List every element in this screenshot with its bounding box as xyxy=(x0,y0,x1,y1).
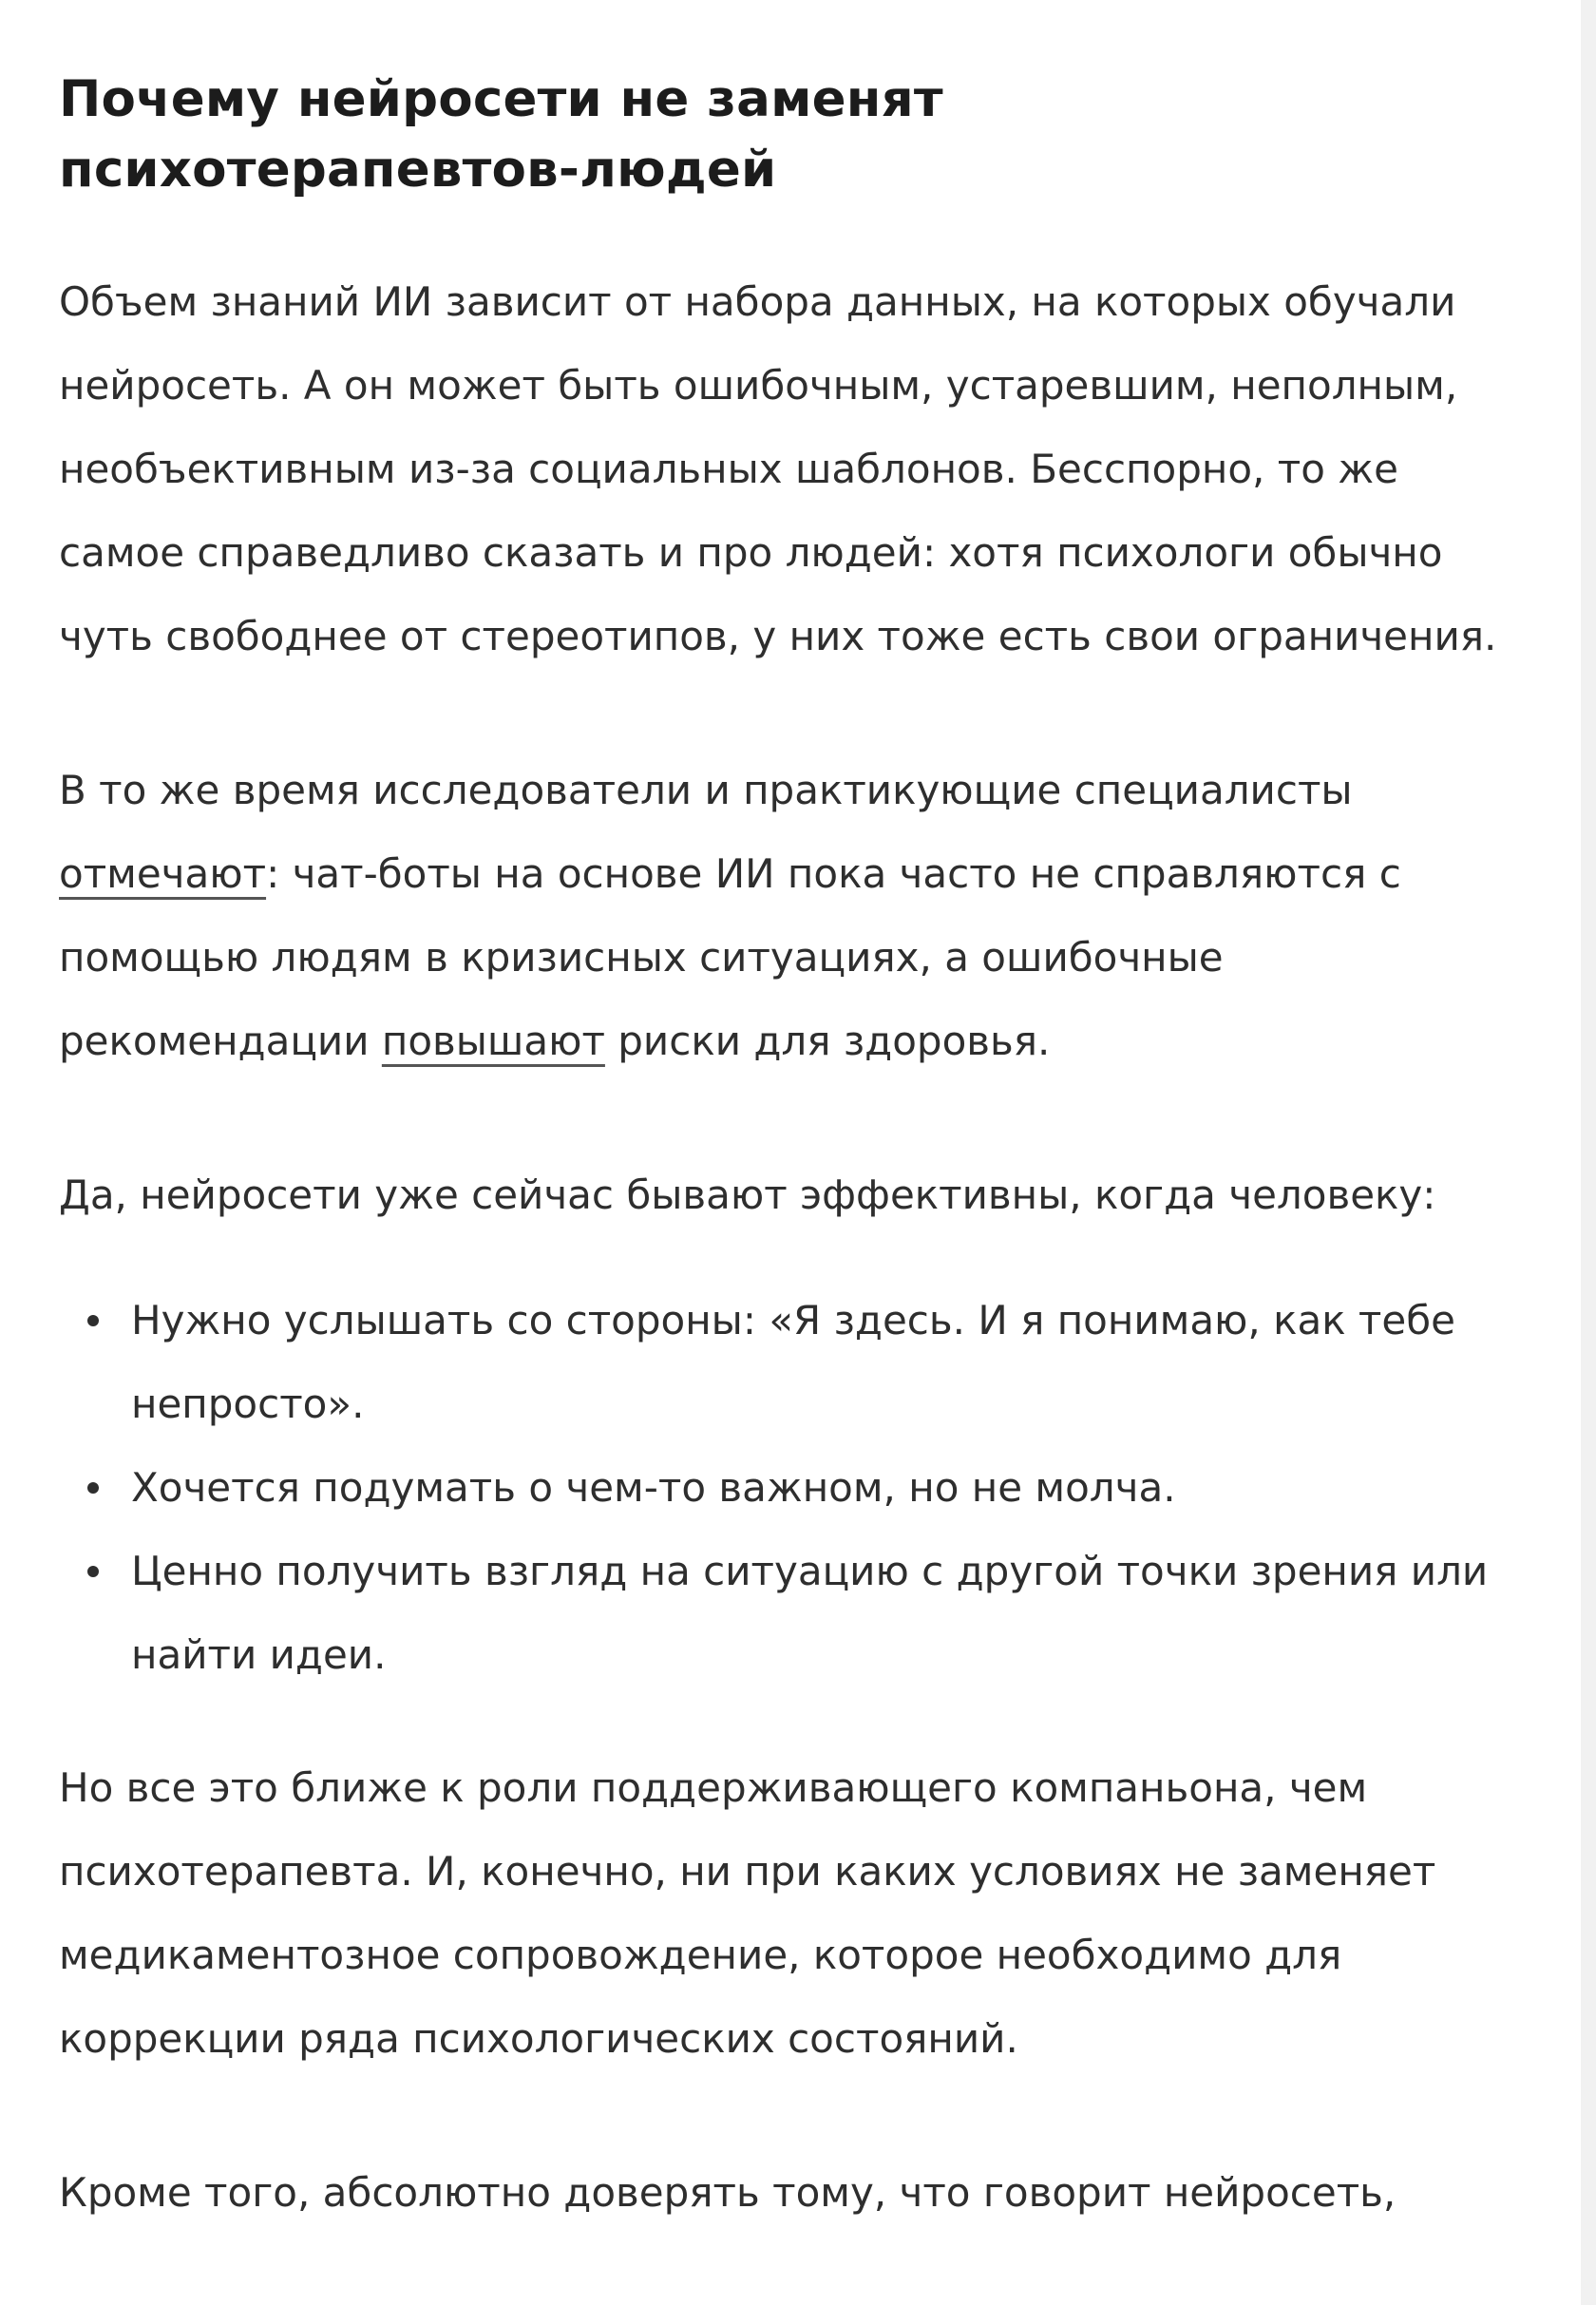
link-increase[interactable]: повышают xyxy=(381,1018,605,1064)
article xyxy=(59,65,1512,2305)
list-item xyxy=(59,1446,1512,1530)
paragraph-trust: Кроме того, абсолютно доверять тому, что говорит нейросеть, xyxy=(59,2169,1396,2216)
paragraph-effective-when: Да, нейросети уже сейчас бывают эффективны, когда человеку: xyxy=(59,1172,1436,1218)
list-item-text: Нужно услышать со стороны: «Я здесь. И я понимаю, как тебе непросто». xyxy=(131,1297,1455,1427)
paragraph-research-text-middle: : чат-боты на основе ИИ пока часто не справляются с помощью людям в кризисных ситуациях, а ошибочные рекомендации xyxy=(59,850,1401,1064)
bullet-dot-icon xyxy=(87,1566,99,1577)
bullet-dot-icon xyxy=(87,1315,99,1326)
paragraph-research-text-end: риски для здоровья. xyxy=(604,1018,1051,1064)
paragraph-research xyxy=(59,749,1512,1083)
link-notes[interactable]: отмечают xyxy=(59,850,267,897)
heading-line-2: психотерапевтов-людей xyxy=(59,141,777,199)
list-item-text: Хочется подумать о чем-то важном, но не молча. xyxy=(131,1464,1176,1511)
page-edge-strip xyxy=(1581,0,1596,2305)
bullet-dot-icon xyxy=(87,1482,99,1494)
bullet-list xyxy=(59,1279,1512,1697)
paragraph-data-limits: Объем знаний ИИ зависит от набора данных, на которых обучали нейросеть. А он может быть ошибочным, устаревшим, неполным, необъективным из-за социальных шаблонов. Бесспорно, то же самое справедливо сказать и про людей: хотя психологи обычно чуть свободнее от стереотипов, у них тоже есть свои ограничения. xyxy=(59,278,1497,659)
list-item-text: Ценно получить взгляд на ситуацию с другой точки зрения или найти идеи. xyxy=(131,1548,1489,1678)
paragraph-research-text-start: В то же время исследователи и практикующие специалисты xyxy=(59,767,1353,813)
paragraph-companion-role: Но все это ближе к роли поддерживающего компаньона, чем психотерапевта. И, конечно, ни при каких условиях не заменяет медикаментозное сопровождение, которое необходимо для коррекции ряда психологических состояний. xyxy=(59,1764,1436,2062)
heading-line-1: Почему нейросети не заменят xyxy=(59,70,943,128)
section-heading xyxy=(59,65,1512,205)
list-item xyxy=(59,1279,1512,1446)
list-item xyxy=(59,1530,1512,1697)
